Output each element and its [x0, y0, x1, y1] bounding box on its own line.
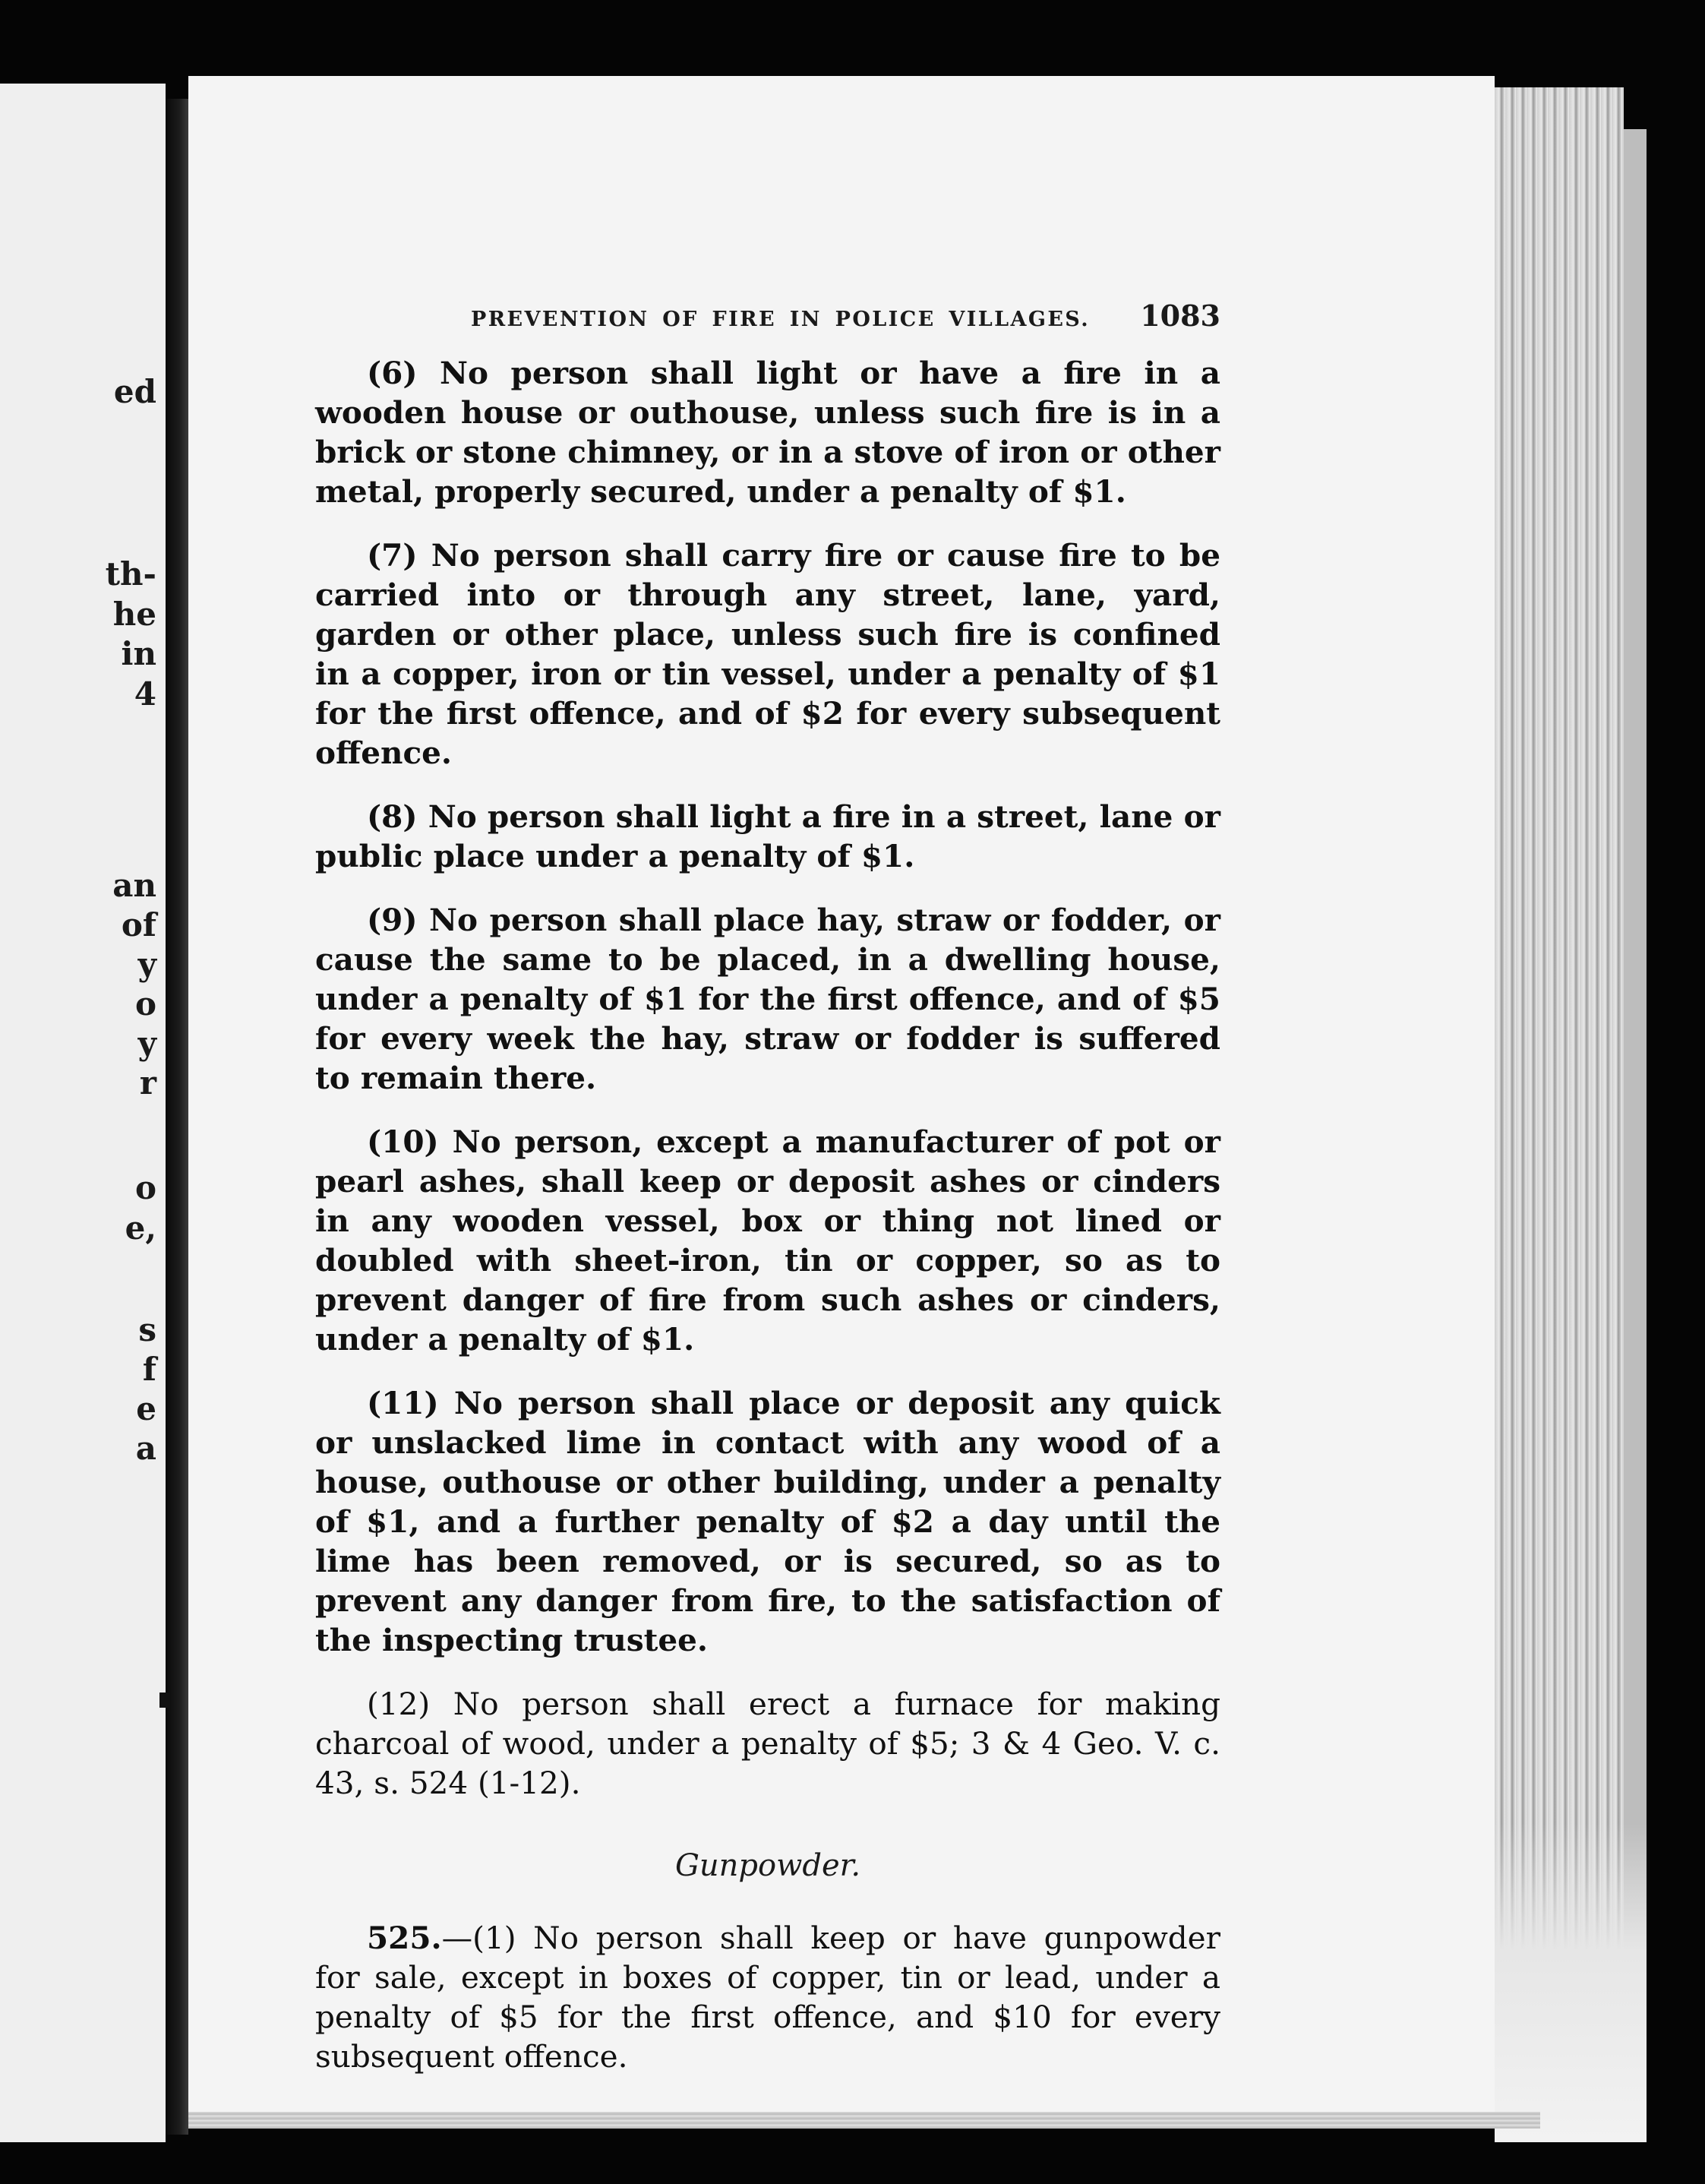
running-head	[315, 292, 1220, 338]
bottom-page-edges	[188, 2112, 1540, 2129]
left-page-fragment: f	[142, 1351, 156, 1388]
page-edges-glare	[1495, 1823, 1647, 2142]
left-page-fragment: y	[137, 1025, 156, 1062]
paragraph-9: (9) No person shall place hay, straw or fodder, or cause the same to be placed, in a dwelling house, under a penalty of $1 for the first offence, and of $5 for every week the hay, straw or fodder is suffered to remain there.	[315, 902, 1220, 1096]
section-number: 525.	[367, 1920, 442, 1956]
section-heading: Gunpowder.	[674, 1848, 861, 1883]
left-page-fragment: in	[121, 635, 156, 672]
section-525-text: —(1) No person shall keep or have gunpowder for sale, except in boxes of copper, tin or lead, under a penalty of $5 for the first offence, and $10 for every subsequent offence.	[315, 1920, 1220, 2075]
paragraph-10: (10) No person, except a manufacturer of pot or pearl ashes, shall keep or deposit ashes or cinders in any wooden vessel, box or thing not lined or doubled with sheet-iron, tin or copper, so as to prevent danger of fire from such ashes or cinders, under a penalty of $1.	[315, 1124, 1220, 1357]
left-page-fragment: o	[134, 1169, 156, 1206]
left-page-fragment: he	[112, 596, 156, 633]
previous-page-fragment	[0, 84, 166, 2142]
left-page-fragment: of	[121, 906, 156, 943]
left-page-fragment: s	[138, 1311, 156, 1348]
left-page-fragment: e	[136, 1390, 156, 1427]
page-number: 1083	[1140, 299, 1220, 333]
paragraph-8: (8) No person shall light a fire in a street, lane or public place under a penalty of $1.	[315, 798, 1220, 874]
left-page-fragment: 4	[134, 675, 156, 713]
scan-mark	[159, 1693, 170, 1708]
paragraph-12: (12) No person shall erect a furnace for making charcoal of wood, under a penalty of $5; 3 & 4 Geo. V. c. 43, s. 524 (1-12).	[315, 1686, 1220, 1801]
left-page-fragment: y	[137, 946, 156, 983]
section-525-paragraph	[315, 1918, 1220, 2076]
paragraph-6: (6) No person shall light or have a fire in a wooden house or outhouse, unless such fire is in a brick or stone chimney, or in a stove of iron or other metal, properly secured, under a penalty of $1.	[315, 355, 1220, 510]
left-page-fragment: r	[139, 1064, 156, 1101]
paragraph-11: (11) No person shall place or deposit any quick or unslacked lime in contact with any wood of a house, outhouse or other building, under a penalty of $1, and a further penalty of $2 a day until the lime has been removed, or is secured, so as to prevent any danger from fire, to the satisfaction of the inspecting trustee.	[315, 1385, 1220, 1658]
left-page-fragment: ed	[113, 373, 156, 410]
left-page-fragment: e,	[125, 1209, 156, 1247]
left-page-fragment: o	[134, 985, 156, 1022]
page-content	[315, 292, 1220, 2100]
left-page-fragment: a	[135, 1430, 156, 1467]
left-page-fragment: an	[112, 867, 156, 904]
book-gutter	[166, 99, 188, 2135]
left-page-fragment: th-	[105, 555, 156, 593]
running-title: PREVENTION OF FIRE IN POLICE VILLAGES.	[471, 308, 1091, 331]
paragraph-7: (7) No person shall carry fire or cause fire to be carried into or through any street, lane, yard, garden or other place, unless such fire is confined in a copper, iron or tin vessel, under a penalty of $1 for the first offence, and of $2 for every subsequent offence.	[315, 537, 1220, 771]
